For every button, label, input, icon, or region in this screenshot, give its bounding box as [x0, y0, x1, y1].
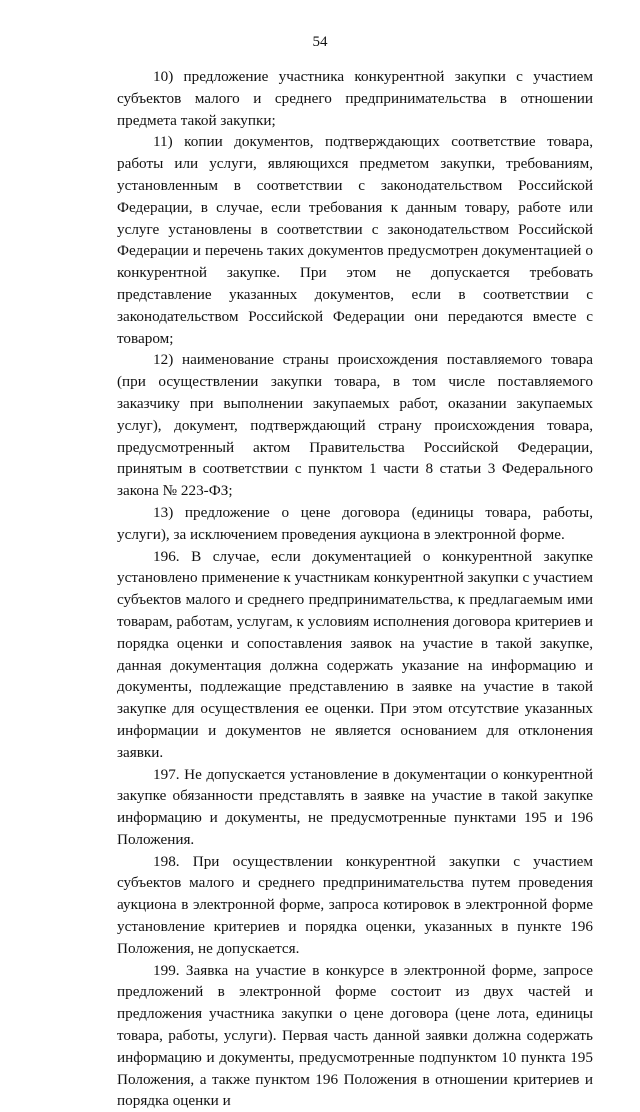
document-body	[117, 66, 593, 1112]
page-number: 54	[312, 34, 328, 50]
paragraph-clause-197: 197. Не допускается установление в документации о конкурентной закупке обязанности представлять в заявке на участие в такой закупке информацию и документы, не предусмотренные пунктами 195 и 196 Положения.	[117, 765, 593, 848]
paragraph-item-11: 11) копии документов, подтверждающих соответствие товара, работы или услуги, являющихся предметом закупки, требованиям, установленным в соответствии с законодательством Российской Федерации, в случае, если требования к данным товару, работе или услуге установлены в соответствии с законодательством Российской Федерации и перечень таких документов предусмотрен документацией о конкурентной закупке. При этом не допускается требовать представление указанных документов, если в соответствии с законодательством Российской Федерации они передаются вместе с товаром;	[117, 133, 593, 347]
paragraph-item-10: 10) предложение участника конкурентной закупки с участием субъектов малого и среднего предпринимательства в отношении предмета такой закупки;	[117, 68, 593, 129]
paragraph-clause-199: 199. Заявка на участие в конкурсе в электронной форме, запросе предложений в электронной форме состоит из двух частей и предложения участника закупки о цене договора (цене лота, единицы товара, работы, услуги). Первая часть данной заявки должна содержать информацию и документы, предусмотренные подпунктом 10 пункта 195 Положения, а также пунктом 196 Положения в отношении критериев и порядка оценки и	[117, 961, 593, 1110]
paragraph-item-12: 12) наименование страны происхождения поставляемого товара (при осуществлении закупки товара, в том числе поставляемого заказчику при выполнении закупаемых работ, оказании закупаемых услуг), документ, подтверждающий страну происхождения товара, предусмотренный актом Правительства Российской Федерации, принятым в соответствии с пунктом 1 части 8 статьи 3 Федерального закона № 223-ФЗ;	[117, 351, 593, 500]
paragraph-item-13: 13) предложение о цене договора (единицы товара, работы, услуги), за исключением проведения аукциона в электронной форме.	[117, 503, 593, 543]
paragraph-clause-196: 196. В случае, если документацией о конкурентной закупке установлено применение к участникам конкурентной закупки с участием субъектов малого и среднего предпринимательства, к предлагаемым ими товарам, работам, услугам, к условиям исполнения договора критериев и порядка оценки и сопоставления заявок на участие в такой закупке, данная документация должна содержать указание на информацию и документы, подлежащие представлению в заявке на участие в такой закупке для осуществления ее оценки. При этом отсутствие указанных информации и документов не является основанием для отклонения заявки.	[117, 547, 593, 761]
paragraph-clause-198: 198. При осуществлении конкурентной закупки с участием субъектов малого и среднего предпринимательства путем проведения аукциона в электронной форме, запроса котировок в электронной форме установление критериев и порядка оценки, указанных в пункте 196 Положения, не допускается.	[117, 852, 593, 957]
